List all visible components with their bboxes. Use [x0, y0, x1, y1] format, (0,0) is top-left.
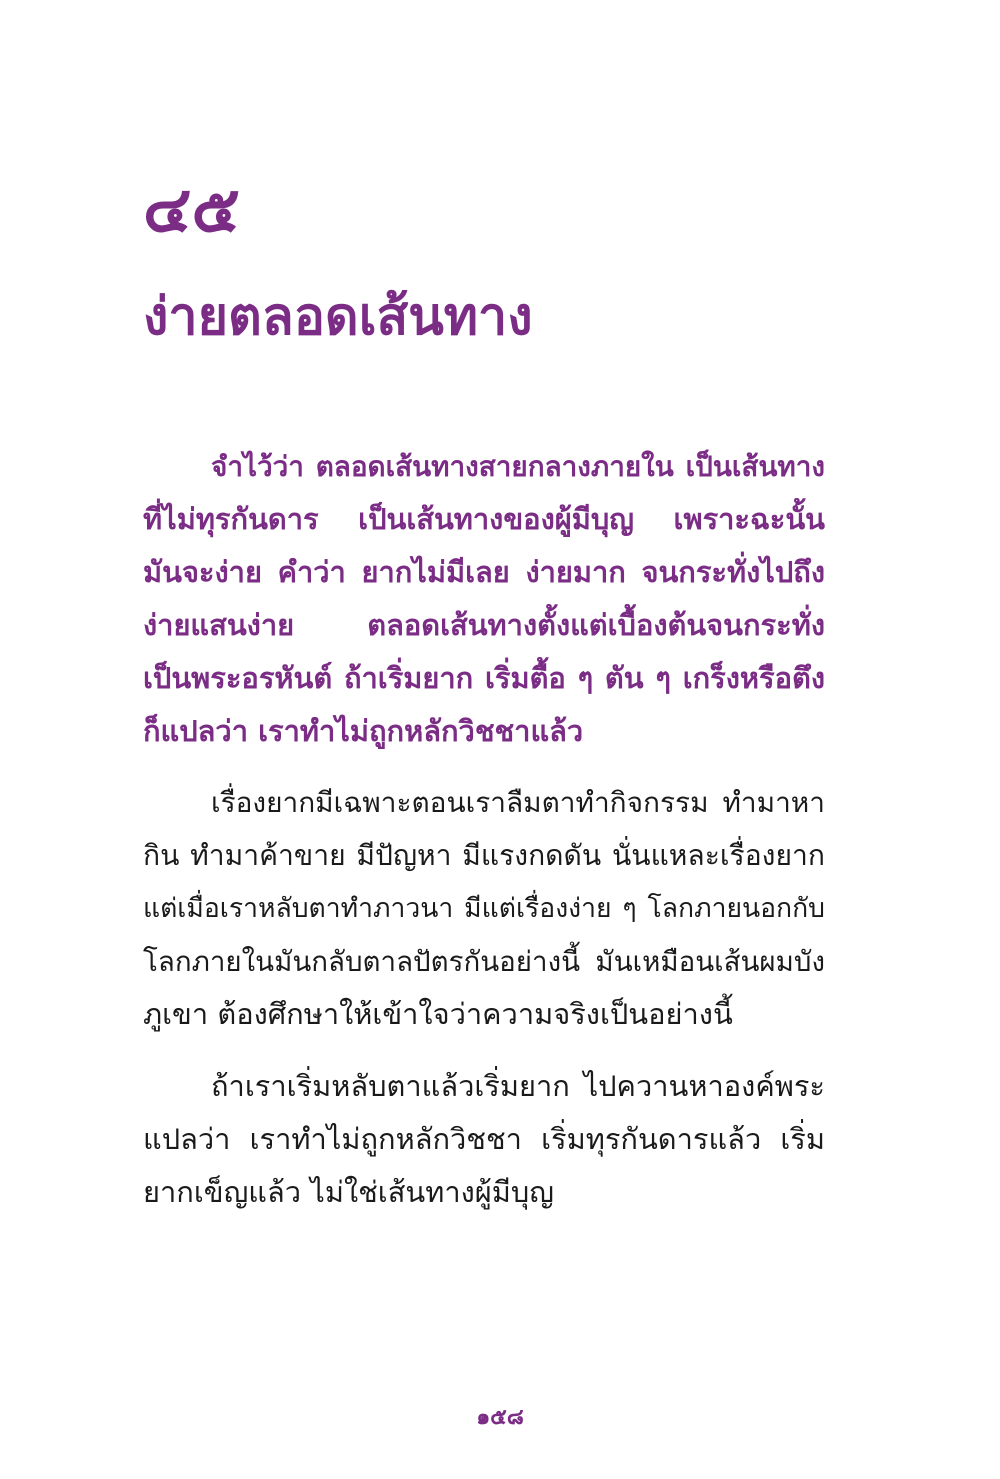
paragraph-line: เป็นพระอรหันต์ ถ้าเริ่มยาก เริ่มตื้อ ๆ ตัน ๆ เกร็งหรือตึง — [143, 661, 825, 695]
paragraph-line: โลกภายในมันกลับตาลปัตรกันอย่างนี้ มันเหมือนเส้นผมบัง — [143, 945, 825, 978]
paragraph-1 — [143, 440, 825, 758]
paragraph-3 — [143, 1060, 825, 1219]
paragraph-line: กิน ทำมาค้าขาย มีปัญหา มีแรงกดดัน นั่นแหละเรื่องยาก — [143, 839, 825, 872]
paragraph-2 — [143, 776, 825, 1041]
page-number: ๑๕๘ — [476, 1404, 524, 1430]
paragraph-line: จำไว้ว่า ตลอดเส้นทางสายกลางภายใน เป็นเส้นทาง — [211, 450, 825, 483]
paragraph-line: แต่เมื่อเราหลับตาทำภาวนา มีแต่เรื่องง่าย ๆ โลกภายนอกกับ — [143, 893, 825, 924]
chapter-title: ง่ายตลอดเส้นทาง — [143, 286, 533, 347]
paragraph-line: ถ้าเราเริ่มหลับตาแล้วเริ่มยาก ไปควานหาองค์พระ — [211, 1069, 825, 1103]
chapter-number: ๔๕ — [143, 172, 240, 247]
paragraph-line: ง่ายแสนง่าย ตลอดเส้นทางตั้งแต่เบื้องต้นจนกระทั่ง — [143, 608, 825, 642]
paragraph-line: ที่ไม่ทุรกันดาร เป็นเส้นทางของผู้มีบุญ เพราะฉะนั้น — [143, 502, 825, 536]
paragraph-line: ก็แปลว่า เราทำไม่ถูกหลักวิชชาแล้ว — [143, 714, 584, 748]
paragraph-line: เรื่องยากมีเฉพาะตอนเราลืมตาทำกิจกรรม ทำมาหา — [211, 786, 825, 819]
paragraph-line: ยากเข็ญแล้ว ไม่ใช่เส้นทางผู้มีบุญ — [143, 1175, 555, 1209]
paragraph-line: มันจะง่าย คำว่า ยากไม่มีเลย ง่ายมาก จนกระทั่งไปถึง — [143, 555, 825, 589]
paragraph-line: แปลว่า เราทำไม่ถูกหลักวิชชา เริ่มทุรกันดารแล้ว เริ่ม — [143, 1122, 825, 1156]
paragraph-line: ภูเขา ต้องศึกษาให้เข้าใจว่าความจริงเป็นอย่างนี้ — [143, 997, 733, 1031]
